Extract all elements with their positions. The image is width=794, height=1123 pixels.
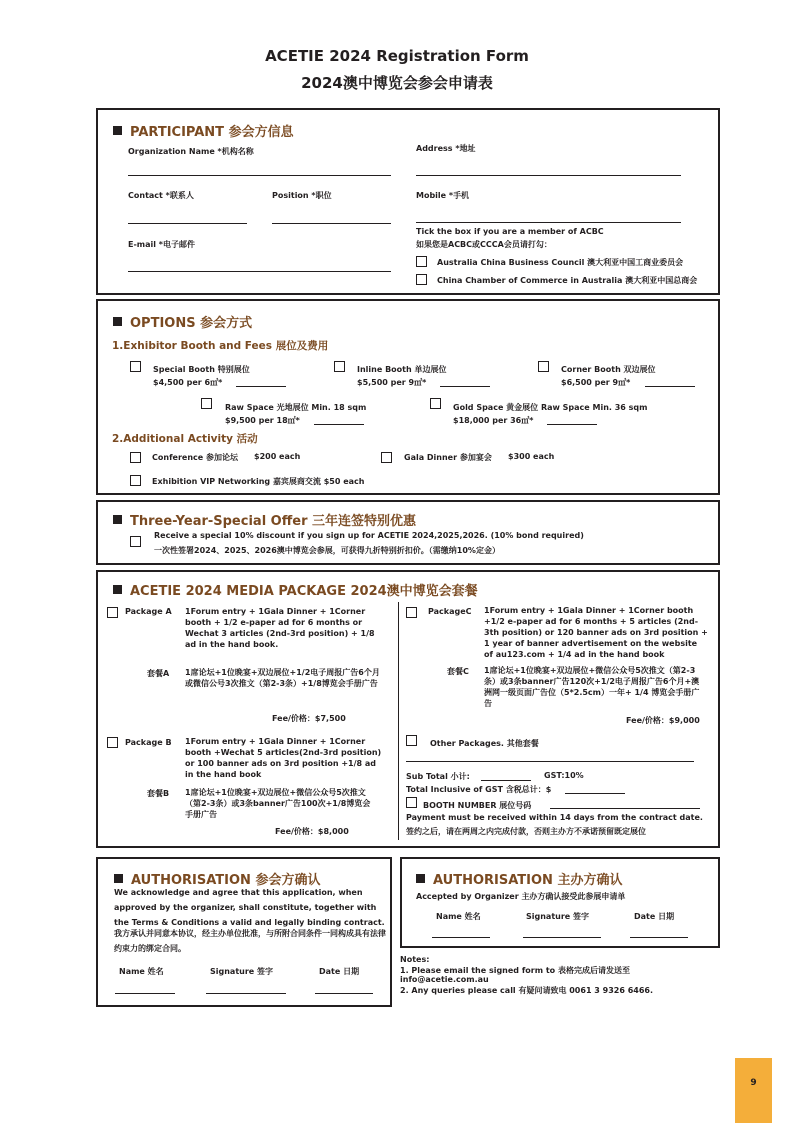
inline-booth-price: $5,500 per 9㎡* [357, 378, 427, 387]
address-field[interactable] [416, 175, 681, 176]
special-booth-qty[interactable] [236, 386, 286, 387]
page-number-tab [735, 1058, 772, 1123]
conference-checkbox[interactable] [130, 452, 141, 463]
gold-space-qty[interactable] [547, 424, 597, 425]
media-heading: ACETIE 2024 MEDIA PACKAGE 2024澳中博览会套餐 [113, 580, 478, 599]
organizer-date-field[interactable] [630, 937, 688, 938]
participant-name-label: Name 姓名 [119, 967, 164, 976]
position-field[interactable] [272, 223, 391, 224]
gala-dinner-label: Gala Dinner 参加宴会 [404, 453, 492, 462]
payment-terms-cn: 签约之后，请在两周之内完成付款，否则主办方不承诺预留既定展位 [406, 827, 646, 836]
email-field[interactable] [128, 271, 391, 272]
total-field[interactable] [565, 793, 625, 794]
gst-label: GST:10% [544, 771, 584, 780]
ccca-checkbox[interactable] [416, 274, 427, 285]
other-packages-checkbox[interactable] [406, 735, 417, 746]
acbc-instruction-cn: 如果您是ACBC或CCCA会员请打勾： [416, 240, 552, 249]
other-packages-field[interactable] [406, 761, 694, 762]
conference-price: $200 each [254, 452, 301, 461]
package-a-description: 1Forum entry + 1Gala Dinner + 1Corner booth + 1/2 e-paper ad for 6 months or Wechat 3 articles (2nd-3rd position) + 1/8 ad in the hand book. [185, 607, 375, 649]
offer-text: Receive a special 10% discount if you sign up for ACETIE 2024,2025,2026. (10% bond required) [154, 531, 584, 540]
booth-number-label: BOOTH NUMBER 展位号码 [423, 801, 532, 810]
raw-space-label: Raw Space 光地展位 Min. 18 sqm [225, 403, 367, 412]
participant-signature-label: Signature 签字 [210, 967, 273, 976]
organizer-name-field[interactable] [432, 937, 490, 938]
form-title-cn: 2024澳中博览会参会申请表 [301, 74, 493, 92]
inline-booth-qty[interactable] [440, 386, 490, 387]
subtotal-field[interactable] [481, 780, 531, 781]
special-booth-price: $4,500 per 6㎡* [153, 378, 223, 387]
participant-heading: PARTICIPANT 参会方信息 [113, 121, 294, 140]
inline-booth-checkbox[interactable] [334, 361, 345, 372]
package-c-description-cn: 1席论坛+1位晚宴+双边展位+微信公众号5次推文（第2-3条）或3条banner广告120次+1/2电子周报广告6个月+澳洲网一级页面广告位（5*2.5cm）一年+ 1/4 博览会手册广告 [484, 666, 700, 708]
special-booth-label: Special Booth 特别展位 [153, 365, 250, 374]
corner-booth-label: Corner Booth 双边展位 [561, 365, 656, 374]
package-c-description: 1Forum entry + 1Gala Dinner + 1Corner booth +1/2 e-paper ad for 6 months + 5 articles (2nd-3th position) or 120 banner ads on 3rd position + 1 year of banner advertisement on the website of au123.com + 1/4 ad in the hand book [484, 606, 708, 659]
notes-title: Notes: [400, 955, 430, 964]
accepted-by-organizer: Accepted by Organizer 主办方确认接受此参展申请单 [416, 892, 626, 901]
package-c-fee: Fee/价格：$9,000 [626, 716, 700, 725]
inline-booth-label: Inline Booth 单边展位 [357, 365, 447, 374]
offer-text-cn: 一次性签署2024、2025、2026澳中博览会参展，可获得九折特别折扣价。（需缴纳10%定金） [154, 546, 500, 555]
package-b-checkbox[interactable] [107, 737, 118, 748]
ccca-label: China Chamber of Commerce in Australia 澳大利亚中国总商会 [437, 276, 698, 285]
participant-signature-field[interactable] [206, 993, 286, 994]
participant-date-field[interactable] [315, 993, 373, 994]
package-a-fee: Fee/价格：$7,500 [272, 714, 346, 723]
raw-space-qty[interactable] [314, 424, 364, 425]
package-b-label: Package B [125, 738, 172, 747]
authorisation-heading: AUTHORISATION 参会方确认 [114, 869, 320, 888]
position-label: Position *职位 [272, 191, 332, 200]
package-a-label: Package A [125, 607, 172, 616]
email-label: E-mail *电子邮件 [128, 240, 195, 249]
raw-space-price: $9,500 per 18㎡* [225, 416, 300, 425]
exhibitor-booth-subheading: 1.Exhibitor Booth and Fees 展位及费用 [112, 340, 329, 352]
org-label: Organization Name *机构名称 [128, 147, 254, 156]
payment-terms: Payment must be received within 14 days from the contract date. [406, 813, 703, 822]
package-c-label: PackageC [428, 607, 472, 616]
organizer-signature-label: Signature 签字 [526, 912, 589, 921]
mobile-label: Mobile *手机 [416, 191, 470, 200]
options-heading: OPTIONS 参会方式 [113, 312, 252, 331]
organizer-authorisation-heading: AUTHORISATION 主办方确认 [416, 869, 622, 888]
contact-field[interactable] [128, 223, 247, 224]
additional-activity-subheading: 2.Additional Activity 活动 [112, 433, 258, 445]
mobile-field[interactable] [416, 222, 681, 223]
gold-space-checkbox[interactable] [430, 398, 441, 409]
gold-space-label: Gold Space 黄金展位 Raw Space Min. 36 sqm [453, 403, 648, 412]
subtotal-label: Sub Total 小计: [406, 772, 470, 781]
authorisation-text-cn: 我方承认并同意本协议，经主办单位批准，与所附合同条件一同构成具有法律约束力的绑定合同。 [114, 929, 386, 953]
booth-number-checkbox[interactable] [406, 797, 417, 808]
package-a-checkbox[interactable] [107, 607, 118, 618]
note-2: 2. Any queries please call 有疑问请致电 0061 3 9326 6466. [400, 986, 654, 995]
total-label: Total Inclusive of GST 含税总计：$ [406, 785, 552, 794]
form-title: ACETIE 2024 Registration Form [265, 47, 529, 65]
package-b-description-cn: 1席论坛+1位晚宴+双边展位+微信公众号5次推文（第2-3条）或3条banner广告100次+1/8博览会手册广告 [185, 788, 371, 819]
authorisation-text: We acknowledge and agree that this application, when approved by the organizer, shall constitute, together with the Terms & Conditions a valid and legally binding contract. [114, 888, 385, 927]
contact-label: Contact *联系人 [128, 191, 194, 200]
acbc-instruction: Tick the box if you are a member of ACBC [416, 227, 604, 236]
raw-space-checkbox[interactable] [201, 398, 212, 409]
other-packages-label: Other Packages. 其他套餐 [430, 739, 539, 748]
acbc-label: Australia China Business Council 澳大利亚中国工商业委员会 [437, 258, 684, 267]
package-c-checkbox[interactable] [406, 607, 417, 618]
gold-space-price: $18,000 per 36㎡* [453, 416, 534, 425]
package-a-description-cn: 1席论坛+1位晚宴+双边展位+1/2电子周报广告6个月或微信公号3次推文（第2-3条）+1/8博览会手册广告 [185, 668, 380, 688]
corner-booth-qty[interactable] [645, 386, 695, 387]
offer-checkbox[interactable] [130, 536, 141, 547]
organizer-signature-field[interactable] [523, 937, 601, 938]
org-field[interactable] [128, 175, 391, 176]
acbc-checkbox[interactable] [416, 256, 427, 267]
organizer-name-label: Name 姓名 [436, 912, 481, 921]
gala-dinner-checkbox[interactable] [381, 452, 392, 463]
organizer-date-label: Date 日期 [634, 912, 675, 921]
package-b-cn-label: 套餐B [147, 789, 170, 798]
note-1: 1. Please email the signed form to 表格完成后请发送至 [400, 966, 630, 975]
package-a-cn-label: 套餐A [147, 669, 170, 678]
conference-label: Conference 参加论坛 [152, 453, 238, 462]
vip-networking-label: Exhibition VIP Networking 嘉宾展商交流 $50 each [152, 477, 365, 486]
package-c-cn-label: 套餐C [447, 667, 469, 676]
corner-booth-price: $6,500 per 9㎡* [561, 378, 631, 387]
offer-heading: Three-Year-Special Offer 三年连签特别优惠 [113, 510, 416, 529]
booth-number-field[interactable] [550, 808, 700, 809]
participant-date-label: Date 日期 [319, 967, 360, 976]
address-label: Address *地址 [416, 144, 476, 153]
media-divider [398, 602, 399, 840]
note-email: info@acetie.com.au [400, 975, 489, 984]
gala-dinner-price: $300 each [508, 452, 555, 461]
package-b-fee: Fee/价格：$8,000 [275, 827, 349, 836]
vip-networking-checkbox[interactable] [130, 475, 141, 486]
corner-booth-checkbox[interactable] [538, 361, 549, 372]
page-number: 9 [750, 1078, 757, 1088]
package-b-description: 1Forum entry + 1Gala Dinner + 1Corner booth +Wechat 5 articles(2nd-3rd position) or 100 banner ads on 3rd position +1/8 ad in the hand book [185, 737, 382, 779]
special-booth-checkbox[interactable] [130, 361, 141, 372]
participant-name-field[interactable] [115, 993, 175, 994]
